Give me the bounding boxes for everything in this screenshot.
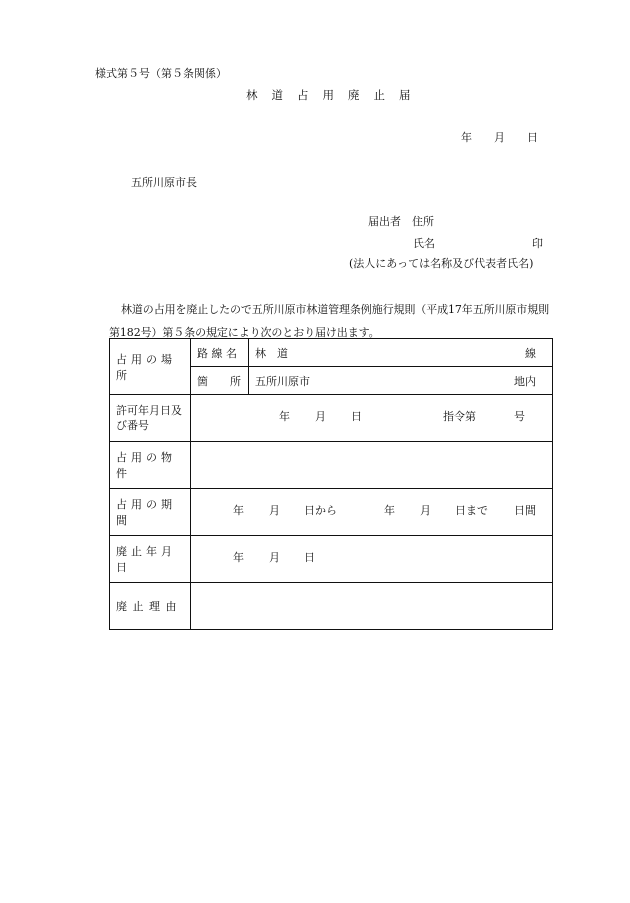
form-number: 様式第５号（第５条関係）	[95, 67, 227, 80]
permit-label-cell	[110, 395, 191, 442]
permit-year: 年	[279, 410, 290, 423]
abolish-date-label: 廃止年月日	[116, 545, 176, 574]
title-char: 用	[322, 88, 334, 102]
seal-mark: 印	[532, 237, 543, 250]
permit-label: 許可年月日及び番号	[116, 404, 182, 432]
title-char: 林	[246, 88, 258, 102]
route-label: 路 線 名	[197, 346, 237, 360]
addressee: 五所川原市長	[131, 176, 197, 189]
period-from-year: 年	[233, 504, 244, 517]
location-label-cell	[110, 339, 191, 395]
abolish-year: 年	[233, 551, 244, 564]
permit-order-prefix: 指令第	[443, 410, 476, 423]
applicant-address-label: 届出者 住所	[368, 215, 434, 228]
date-month: 月	[494, 131, 505, 144]
location-label: 占用の場所	[116, 352, 176, 382]
reason-value-cell[interactable]	[191, 583, 553, 630]
period-label-cell	[110, 489, 191, 536]
route-suffix: 線	[525, 346, 536, 360]
document-title	[246, 90, 411, 102]
property-label-cell	[110, 442, 191, 489]
place-value: 五所川原市	[255, 374, 310, 388]
form-table	[109, 338, 553, 630]
period-to-day: 日まで	[455, 504, 488, 517]
period-days: 日間	[514, 504, 536, 517]
permit-day: 日	[351, 410, 362, 423]
abolish-day: 日	[304, 551, 315, 564]
period-from-month: 月	[269, 504, 280, 517]
abolish-date-label-cell	[110, 536, 191, 583]
property-label: 占用の物件	[116, 451, 176, 480]
corporation-note: (法人にあっては名称及び代表者氏名)	[349, 257, 534, 270]
place-label-cell	[191, 367, 249, 395]
route-prefix: 林 道	[255, 346, 288, 360]
permit-month: 月	[315, 410, 326, 423]
abolish-month: 月	[269, 551, 280, 564]
title-char: 届	[399, 88, 411, 102]
applicant-name-label: 氏名	[413, 237, 435, 250]
date-line	[461, 132, 538, 143]
table-row	[110, 442, 553, 489]
permit-value-cell[interactable]	[191, 395, 553, 442]
place-suffix: 地内	[514, 374, 536, 388]
table-row	[110, 339, 553, 367]
table-row	[110, 489, 553, 536]
period-value-cell[interactable]	[191, 489, 553, 536]
place-label: 箇 所	[197, 374, 241, 388]
period-label: 占用の期間	[116, 498, 176, 527]
reason-label-cell	[110, 583, 191, 630]
title-char: 道	[271, 88, 283, 102]
table-row	[110, 395, 553, 442]
table-row	[110, 583, 553, 630]
title-char: 止	[373, 88, 385, 102]
period-to-year: 年	[384, 504, 395, 517]
period-to-month: 月	[420, 504, 431, 517]
date-year: 年	[461, 131, 472, 144]
title-char: 占	[297, 88, 309, 102]
place-value-cell[interactable]	[249, 367, 553, 395]
property-value-cell[interactable]	[191, 442, 553, 489]
table-row	[110, 536, 553, 583]
title-char: 廃	[348, 88, 360, 102]
reason-label: 廃 止 理 由	[116, 600, 178, 613]
body-text: 林道の占用を廃止したので五所川原市林道管理条例施行規則（平成17年五所川原市規則第182号）第５条の規定により次のとおり届け出ます。	[109, 303, 549, 339]
permit-order-suffix: 号	[514, 410, 525, 423]
date-day: 日	[527, 131, 538, 144]
period-from-day: 日から	[304, 504, 337, 517]
abolish-date-value-cell[interactable]	[191, 536, 553, 583]
route-label-cell	[191, 339, 249, 367]
route-value-cell[interactable]	[249, 339, 553, 367]
